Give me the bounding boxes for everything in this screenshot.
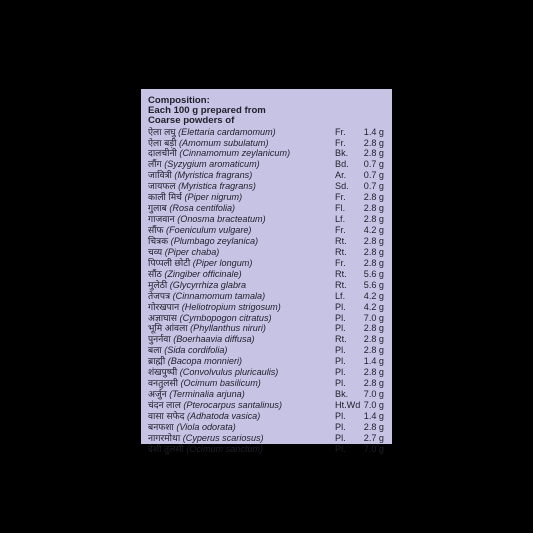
ingredient-row (148, 170, 392, 181)
ingredient-part: Pl. (335, 378, 346, 389)
ingredient-part: Fr. (335, 225, 346, 236)
ingredient-part: Pl. (335, 410, 346, 421)
ingredient-local-name: बला (148, 345, 162, 356)
ingredient-botanical-name: (Phyllanthus niruri) (190, 323, 266, 334)
ingredient-botanical-name: (Glycyrrhiza glabra (169, 279, 247, 290)
ingredient-botanical-name: (Elettaria cardamomum) (178, 126, 276, 137)
ingredient-row (148, 345, 392, 356)
ingredient-quantity: 1.4 g (363, 126, 384, 137)
ingredient-row (148, 400, 392, 411)
ingredient-name (148, 334, 255, 345)
ingredient-part: Lf. (335, 214, 346, 225)
ingredient-part: Bk. (335, 148, 349, 159)
composition-title: Composition: (148, 95, 210, 106)
ingredient-local-name: अर्जुन (148, 389, 167, 400)
ingredient-name (148, 192, 242, 203)
ingredient-name (148, 444, 263, 455)
ingredient-name (148, 313, 272, 324)
ingredient-part: Rt. (335, 334, 347, 345)
ingredient-row (148, 159, 392, 170)
ingredient-quantity: 7.0 g (363, 443, 384, 454)
ingredient-local-name: जावित्री (148, 170, 172, 181)
ingredient-name (148, 378, 261, 389)
ingredient-local-name: गोरखपान (148, 301, 180, 312)
ingredient-local-name: ऐला बड़ी (148, 137, 177, 148)
ingredient-botanical-name: (Cinnamomum tamala) (172, 290, 266, 301)
ingredient-list (148, 127, 392, 455)
ingredient-botanical-name: (Adhatoda vasica) (186, 410, 261, 421)
ingredient-name (148, 258, 252, 269)
ingredient-part: Rt. (335, 235, 347, 246)
ingredient-botanical-name: (Terminalia arjuna) (169, 389, 245, 400)
ingredient-quantity: 2.8 g (363, 246, 384, 257)
ingredient-local-name: पुनर्नवा (148, 334, 171, 345)
ingredient-local-name: चित्रक (148, 235, 169, 246)
ingredient-name (148, 247, 219, 258)
ingredient-botanical-name: (Onosma bracteatum) (177, 214, 266, 225)
ingredient-botanical-name: (Cinnamomum zeylanicum) (179, 148, 291, 159)
ingredient-row (148, 181, 392, 192)
ingredient-local-name: पिप्पली छोटी (148, 257, 191, 268)
ingredient-quantity: 4.2 g (363, 301, 384, 312)
ingredient-botanical-name: (Amomum subulatum) (179, 137, 269, 148)
ingredient-quantity: 4.2 g (363, 225, 384, 236)
ingredient-part: Pl. (335, 312, 346, 323)
ingredient-row (148, 269, 392, 280)
ingredient-row (148, 280, 392, 291)
ingredient-local-name: अज्ञाघास (148, 312, 178, 323)
ingredient-name (148, 269, 242, 280)
ingredient-quantity: 5.6 g (363, 279, 384, 290)
ingredient-botanical-name: (Bacopa monnieri) (167, 356, 243, 367)
ingredient-name (148, 280, 246, 291)
ingredient-quantity: 2.8 g (363, 203, 384, 214)
ingredient-quantity: 2.8 g (363, 257, 384, 268)
ingredient-part: Rt. (335, 279, 347, 290)
ingredient-name (148, 302, 281, 313)
ingredient-row (148, 323, 392, 334)
ingredient-botanical-name: (Cymbopogon citratus) (179, 312, 272, 323)
ingredient-name (148, 236, 258, 247)
ingredient-local-name: सौंठ (148, 268, 162, 279)
ingredient-row (148, 214, 392, 225)
ingredient-botanical-name: (Heliotropium strigosum) (181, 301, 281, 312)
ingredient-botanical-name: (Zingiber officinale) (164, 268, 242, 279)
ingredient-local-name: नागरमोथा (148, 432, 181, 443)
ingredient-quantity: 2.8 g (363, 367, 384, 378)
ingredient-row (148, 334, 392, 345)
ingredient-part: Pl. (335, 443, 346, 454)
ingredient-local-name: गाजवान (148, 214, 175, 225)
ingredient-quantity: 2.8 g (363, 378, 384, 389)
ingredient-local-name: गुलाब (148, 203, 167, 214)
ingredient-name (148, 389, 245, 400)
composition-subtitle-line1: Each 100 g prepared from (148, 105, 266, 117)
ingredient-botanical-name: (Boerhaavia diffusa) (173, 334, 255, 345)
ingredient-name (148, 181, 256, 192)
ingredient-part: Fr. (335, 137, 346, 148)
ingredient-row (148, 258, 392, 269)
ingredient-quantity: 2.8 g (363, 323, 384, 334)
ingredient-row (148, 422, 392, 433)
ingredient-part: Fl. (335, 203, 346, 214)
ingredient-local-name: ब्राह्मी (148, 356, 166, 367)
ingredient-local-name: ऐला लघु (148, 126, 176, 137)
ingredient-quantity: 7.0 g (363, 389, 384, 400)
ingredient-local-name: वासा सफेद (148, 410, 185, 421)
ingredient-row (148, 236, 392, 247)
ingredient-row (148, 444, 392, 455)
ingredient-quantity: 5.6 g (363, 268, 384, 279)
ingredient-row (148, 291, 392, 302)
ingredient-quantity: 2.8 g (363, 235, 384, 246)
composition-subtitle-line2: Coarse powders of (148, 115, 235, 127)
ingredient-local-name: जायफल (148, 181, 176, 192)
ingredient-botanical-name: (Plumbago zeylanica) (170, 235, 259, 246)
ingredient-name (148, 170, 252, 181)
ingredient-part: Bk. (335, 389, 349, 400)
ingredient-local-name: देशी तुलसी (148, 443, 184, 454)
ingredient-name (148, 411, 260, 422)
ingredient-botanical-name: (Piper nigrum) (184, 192, 243, 203)
ingredient-name (148, 127, 276, 138)
ingredient-part: Fr. (335, 192, 346, 203)
ingredient-botanical-name: (Ocimum sanctum) (186, 443, 264, 454)
ingredient-row (148, 203, 392, 214)
ingredient-local-name: लौंग (148, 159, 162, 170)
ingredient-local-name: शंखपुष्पी (148, 367, 178, 378)
ingredient-quantity: 1.4 g (363, 410, 384, 421)
ingredient-name (148, 214, 266, 225)
ingredient-part: Fr. (335, 126, 346, 137)
ingredient-row (148, 225, 392, 236)
ingredient-part: Bd. (335, 159, 349, 170)
ingredient-row (148, 378, 392, 389)
ingredient-name (148, 356, 242, 367)
ingredient-botanical-name: (Viola odorata) (176, 421, 236, 432)
ingredient-botanical-name: (Piper longum) (192, 257, 253, 268)
ingredient-row (148, 138, 392, 149)
ingredient-botanical-name: (Myristica fragrans) (174, 170, 253, 181)
ingredient-quantity: 2.8 g (363, 192, 384, 203)
ingredient-quantity: 2.8 g (363, 345, 384, 356)
ingredient-part: Ar. (335, 170, 347, 181)
ingredient-local-name: सौंफ (148, 225, 164, 236)
ingredient-local-name: भूमि आंवला (148, 323, 188, 334)
ingredient-local-name: तेजपत्र (148, 290, 171, 301)
ingredient-local-name: बनफशा (148, 421, 174, 432)
ingredient-botanical-name: (Pterocarpus santalinus) (183, 400, 282, 411)
ingredient-row (148, 411, 392, 422)
ingredient-part: Pl. (335, 323, 346, 334)
ingredient-quantity: 2.8 g (363, 214, 384, 225)
ingredient-name (148, 433, 264, 444)
ingredient-row (148, 389, 392, 400)
ingredient-quantity: 7.0 g (363, 400, 384, 411)
ingredient-name (148, 291, 265, 302)
ingredient-row (148, 302, 392, 313)
ingredient-row (148, 127, 392, 138)
ingredient-botanical-name: (Sida cordifolia) (164, 345, 228, 356)
ingredient-part: Pl. (335, 345, 346, 356)
ingredient-name (148, 148, 290, 159)
ingredient-name (148, 345, 227, 356)
ingredient-quantity: 2.8 g (363, 421, 384, 432)
ingredient-botanical-name: (Foeniculum vulgare) (166, 225, 252, 236)
ingredient-row (148, 356, 392, 367)
ingredient-part: Pl. (335, 301, 346, 312)
ingredient-part: Pl. (335, 421, 346, 432)
ingredient-name (148, 159, 260, 170)
ingredient-quantity: 0.7 g (363, 181, 384, 192)
ingredient-name (148, 367, 278, 378)
ingredient-botanical-name: (Syzygium aromaticum) (164, 159, 260, 170)
ingredient-quantity: 2.8 g (363, 148, 384, 159)
ingredient-part: Fr. (335, 257, 346, 268)
ingredient-part: Lf. (335, 290, 346, 301)
ingredient-local-name: काली मिर्च (148, 192, 182, 203)
ingredient-part: Sd. (335, 181, 349, 192)
ingredient-quantity: 2.8 g (363, 137, 384, 148)
ingredient-part: Pl. (335, 356, 346, 367)
ingredient-botanical-name: (Ocimum basilicum) (180, 378, 261, 389)
ingredient-local-name: मुलेठी (148, 279, 168, 290)
ingredient-local-name: चंदन लाल (148, 400, 181, 411)
ingredient-botanical-name: (Cyperus scariosus) (182, 432, 264, 443)
ingredient-name (148, 203, 235, 214)
ingredient-botanical-name: (Rosa centifolia) (169, 203, 236, 214)
ingredient-name (148, 400, 282, 411)
ingredient-row (148, 313, 392, 324)
ingredient-part: Pl. (335, 367, 346, 378)
ingredient-row (148, 433, 392, 444)
ingredient-name (148, 225, 251, 236)
ingredient-botanical-name: (Piper chaba) (164, 246, 220, 257)
ingredient-botanical-name: (Myristica fragrans) (178, 181, 256, 192)
ingredient-quantity: 4.2 g (363, 290, 384, 301)
ingredient-local-name: वनतुलसी (148, 378, 178, 389)
ingredient-botanical-name: (Convolvulus pluricaulis) (179, 367, 279, 378)
ingredient-quantity: 0.7 g (363, 170, 384, 181)
ingredient-quantity: 2.8 g (363, 334, 384, 345)
ingredient-part: Ht.Wd (335, 400, 361, 411)
ingredient-name (148, 422, 236, 433)
ingredient-quantity: 2.7 g (363, 432, 384, 443)
ingredient-quantity: 7.0 g (363, 312, 384, 323)
ingredient-part: Rt. (335, 268, 347, 279)
ingredient-name (148, 323, 266, 334)
ingredient-part: Rt. (335, 246, 347, 257)
ingredient-local-name: चव्य (148, 246, 163, 257)
ingredient-row (148, 367, 392, 378)
ingredient-name (148, 138, 268, 149)
ingredient-local-name: दालचीनी (148, 148, 177, 159)
ingredient-row (148, 247, 392, 258)
composition-label (141, 89, 392, 454)
ingredient-row (148, 192, 392, 203)
ingredient-quantity: 0.7 g (363, 159, 384, 170)
ingredient-quantity: 1.4 g (363, 356, 384, 367)
ingredient-row (148, 148, 392, 159)
ingredient-part: Pl. (335, 432, 346, 443)
